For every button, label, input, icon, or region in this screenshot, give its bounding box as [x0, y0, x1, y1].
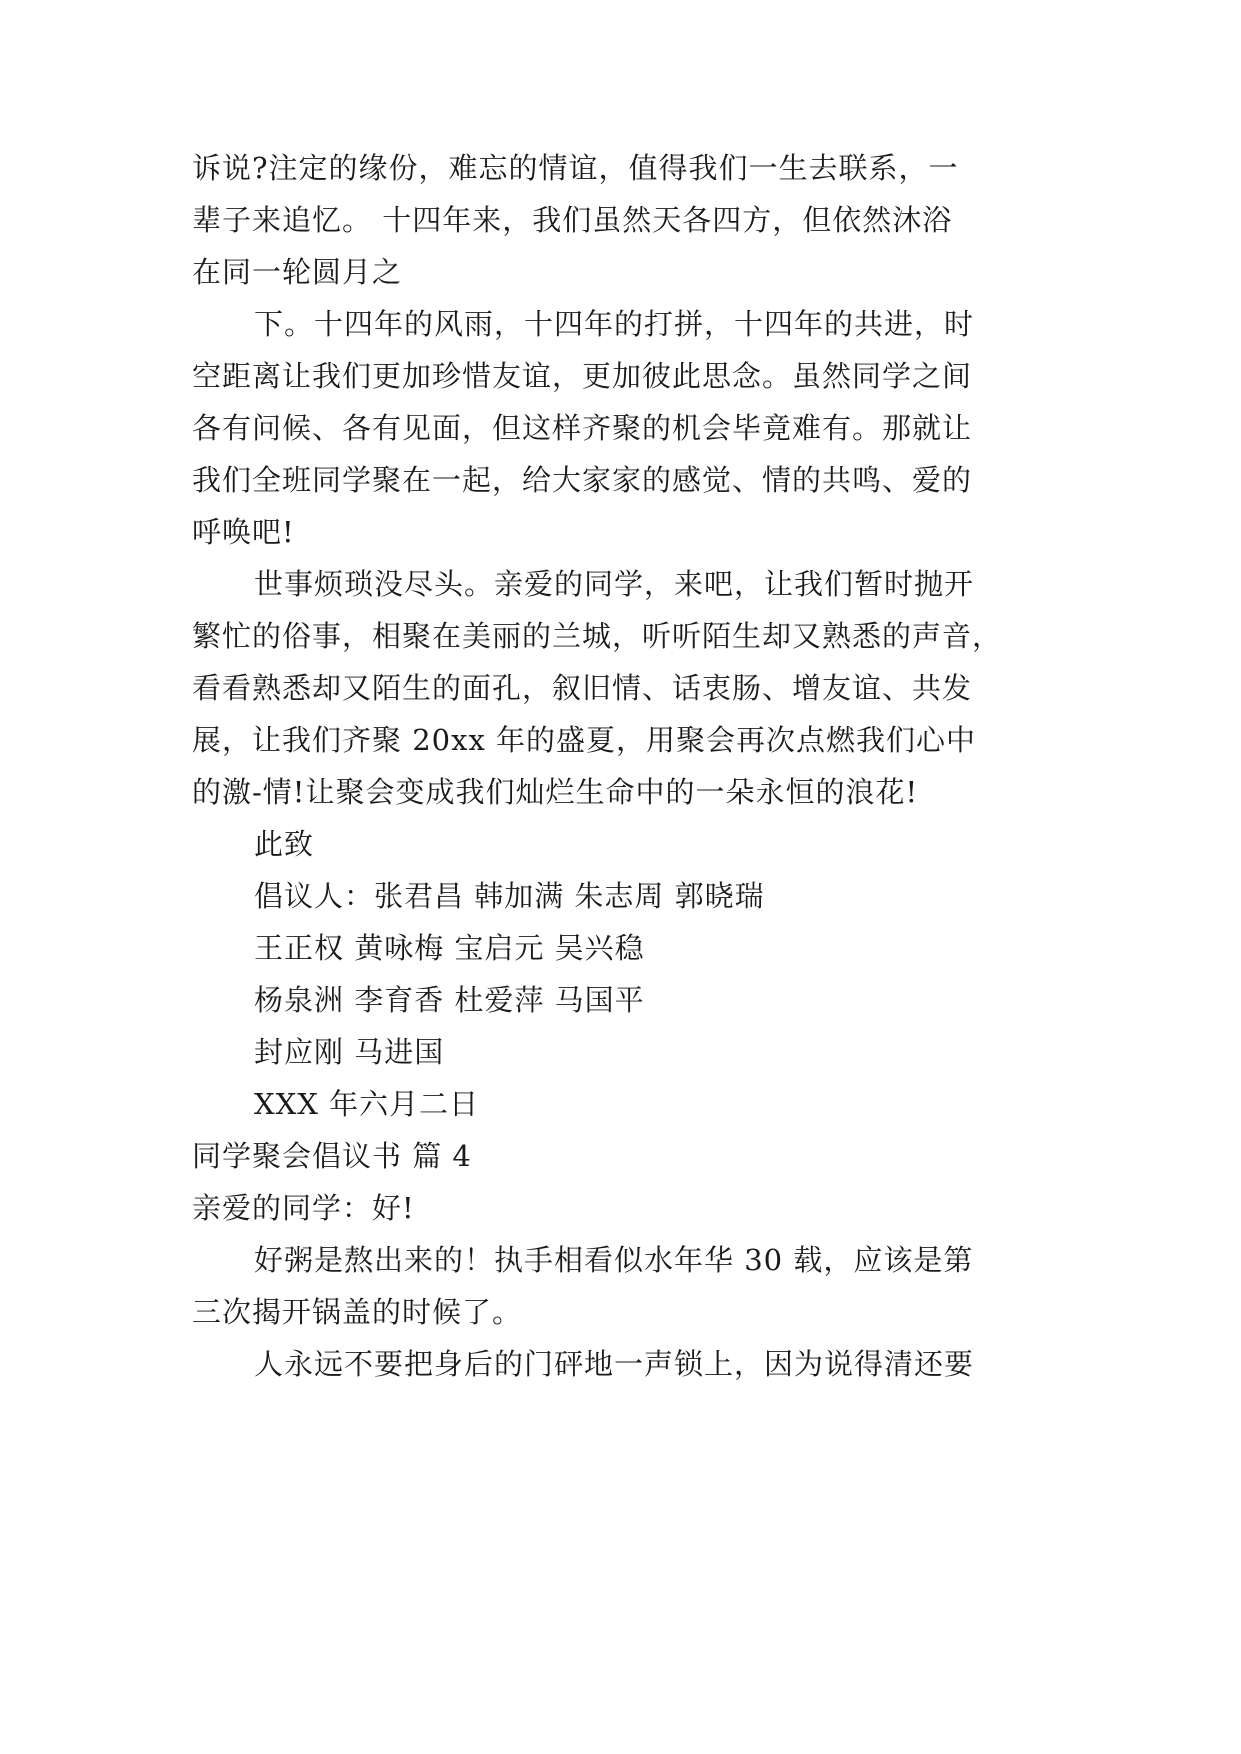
- greeting-line: 亲爱的同学：好!: [192, 1191, 415, 1225]
- body-text-line: 繁忙的俗事，相聚在美丽的兰城，听听陌生却又熟悉的声音，: [192, 619, 1003, 653]
- body-text-line: 的激-情!让聚会变成我们灿烂生命中的一朵永恒的浪花!: [192, 775, 919, 809]
- body-text-line: 三次揭开锅盖的时候了。: [192, 1295, 523, 1329]
- body-text-line: 诉说?注定的缘份，难忘的情谊，值得我们一生去联系，一: [192, 151, 959, 185]
- signatories-line: 王正权 黄咏梅 宝启元 吴兴稳: [254, 931, 645, 965]
- body-text-line: 好粥是熬出来的！执手相看似水年华 30 载，应该是第: [254, 1243, 974, 1277]
- body-text-line: 世事烦琐没尽头。亲爱的同学，来吧，让我们暂时抛开: [254, 567, 975, 601]
- body-text-line: 看看熟悉却又陌生的面孔，叙旧情、话衷肠、增友谊、共发: [192, 671, 973, 705]
- closing-salutation: 此致: [254, 827, 315, 861]
- signatories-line: 倡议人：张君昌 韩加满 朱志周 郭晓瑞: [254, 879, 765, 913]
- body-text-line: 人永远不要把身后的门砰地一声锁上，因为说得清还要: [254, 1347, 975, 1381]
- body-text-line: 辈子来追忆。 十四年来，我们虽然天各四方，但依然沐浴: [192, 203, 953, 237]
- section-heading: 同学聚会倡议书 篇 4: [192, 1139, 472, 1173]
- body-text-line: 展，让我们齐聚 20xx 年的盛夏，用聚会再次点燃我们心中: [192, 723, 977, 757]
- body-text-line: 呼唤吧!: [192, 515, 295, 549]
- signatories-line: 封应刚 马进国: [254, 1035, 445, 1069]
- body-text-line: 各有问候、各有见面，但这样齐聚的机会毕竟难有。那就让: [192, 411, 973, 445]
- date-line: XXX 年六月二日: [254, 1087, 480, 1121]
- body-text-line: 空距离让我们更加珍惜友谊，更加彼此思念。虽然同学之间: [192, 359, 973, 393]
- body-text-line: 下。十四年的风雨，十四年的打拼，十四年的共进，时: [254, 307, 975, 341]
- signatories-line: 杨泉洲 李育香 杜爱萍 马国平: [254, 983, 645, 1017]
- body-text-line: 在同一轮圆月之: [192, 255, 403, 289]
- body-text-line: 我们全班同学聚在一起，给大家家的感觉、情的共鸣、爱的: [192, 463, 973, 497]
